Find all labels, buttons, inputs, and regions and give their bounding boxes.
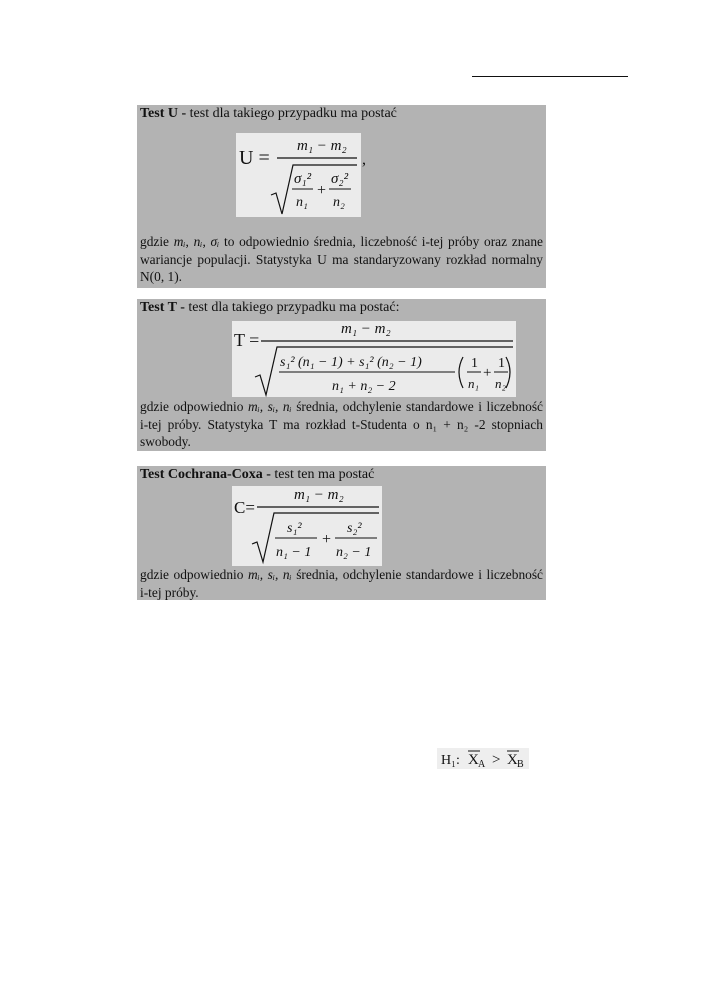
frac1-denominator: n₁ (468, 376, 480, 391)
formula-comma: , (362, 151, 366, 168)
mean-a-subscript: A (478, 759, 486, 770)
test-u-heading: Test U - test dla takiego przypadku ma postać (140, 106, 397, 121)
greater-than: > (492, 752, 501, 768)
left-paren (459, 357, 463, 388)
test-t-description: gdzie odpowiednio mᵢ, sᵢ, nᵢ średnia, odchylenie standardowe i liczebność i-tej próby. Statystyka T ma rozkład t-Studenta o n₁ + n₂ -2 stopniach swobody. (140, 399, 543, 449)
plus-sign: + (317, 182, 327, 199)
hypothesis-formula (437, 748, 529, 769)
mean-a: X (468, 752, 479, 768)
hypothesis-h1 (437, 748, 529, 769)
inner-numerator: s₁² (n₁ − 1) + s₁² (n₂ − 1) (280, 355, 422, 370)
term1-numerator: s₁² (287, 521, 302, 536)
term1-denominator: n₁ (296, 195, 308, 210)
term2-denominator: n₂ (333, 195, 345, 210)
test-cochran-cox-heading: Test Cochrana-Coxa - test ten ma postać (140, 467, 375, 482)
test-t-panel (137, 299, 546, 451)
term2-numerator: s₂² (347, 521, 362, 536)
frac2-denominator: n₂ (495, 376, 507, 391)
formula-numerator: m₁ − m₂ (341, 321, 391, 337)
term1-denominator: n₁ − 1 (276, 545, 312, 560)
formula-lhs: T = (234, 330, 260, 350)
mean-b-subscript: B (517, 759, 524, 770)
plus-sign: + (322, 531, 332, 548)
term2-denominator: n₂ − 1 (336, 545, 372, 560)
frac1-numerator: 1 (471, 356, 478, 371)
test-u-panel (137, 105, 546, 288)
hypothesis-label: H₁: (441, 753, 460, 768)
inner-denominator: n₁ + n₂ − 2 (332, 379, 396, 394)
plus-sign: + (483, 365, 492, 381)
frac2-numerator: 1 (498, 356, 505, 371)
formula-lhs: C= (234, 498, 255, 517)
test-cochran-cox-description: gdzie odpowiednio mᵢ, sᵢ, nᵢ średnia, odchylenie standardowe i liczebność i-tej próby. (140, 567, 543, 600)
test-u-description: gdzie mᵢ, nᵢ, σᵢ to odpowiednio średnia, liczebność i-tej próby oraz znane wariancje populacji. Statystyka U ma standaryzowany rozkład normalny N(0, 1). (140, 234, 543, 284)
formula-numerator: m₁ − m₂ (297, 138, 347, 154)
mean-b: X (507, 752, 518, 768)
test-t-heading: Test T - test dla takiego przypadku ma postać: (140, 300, 400, 315)
term2-numerator: σ₂² (331, 171, 349, 187)
formula-lhs: U = (239, 147, 270, 169)
test-cochran-cox-panel (137, 466, 546, 600)
term1-numerator: σ₁² (294, 171, 312, 187)
header-rule (472, 76, 628, 77)
formula-numerator: m₁ − m₂ (294, 487, 344, 503)
